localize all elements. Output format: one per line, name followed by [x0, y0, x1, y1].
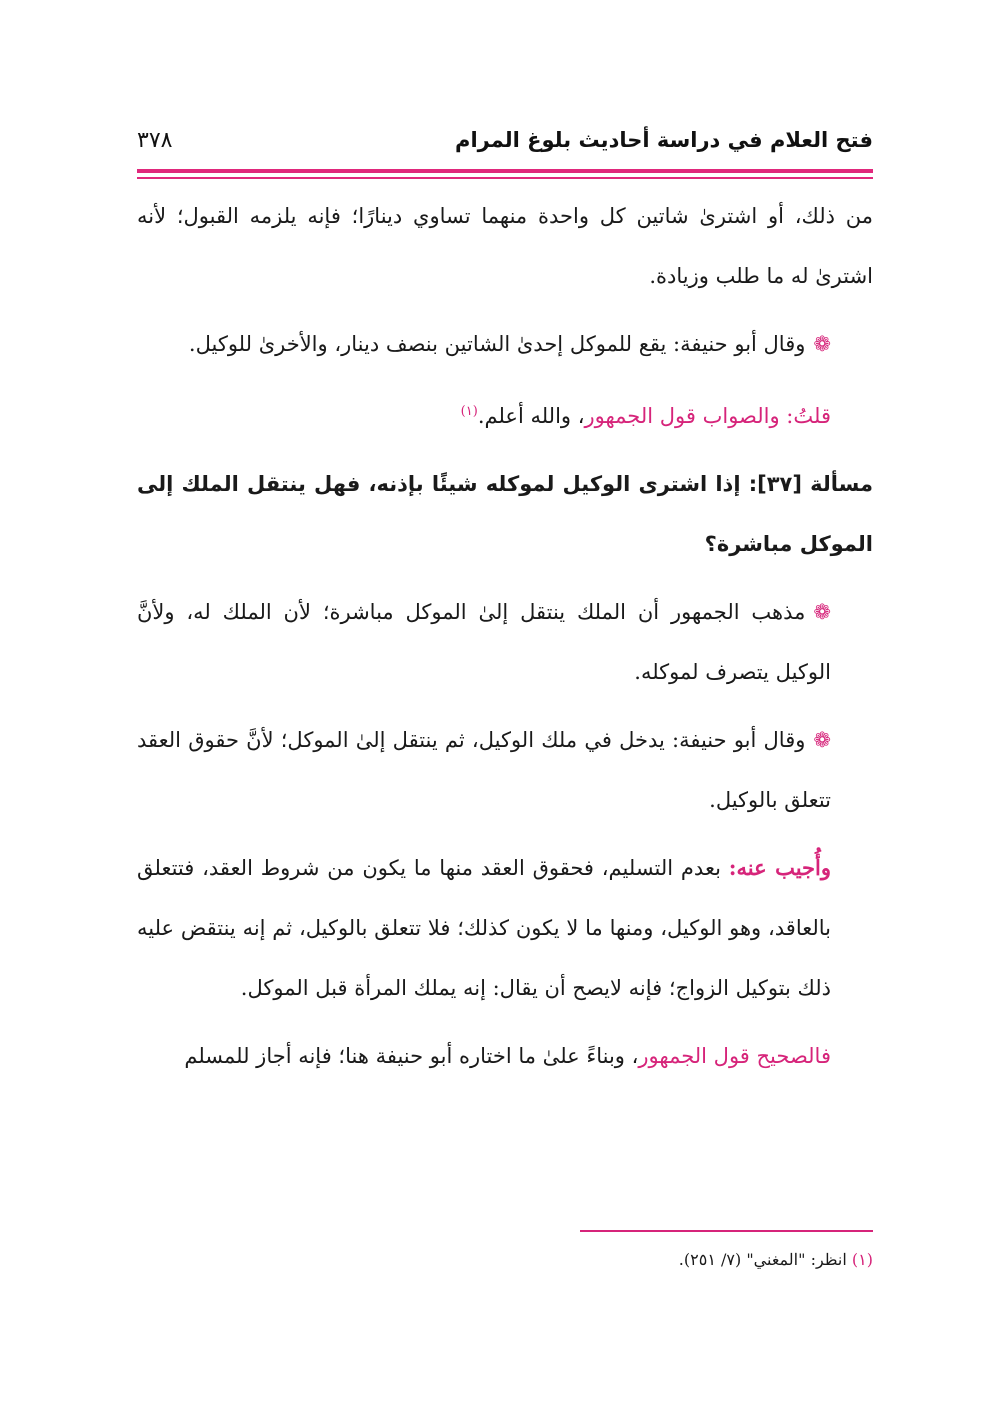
footnote-text: انظر: "المغني" (٧/ ٢٥١). — [678, 1250, 847, 1269]
paragraph-continuation: من ذلك، أو اشترىٰ شاتين كل واحدة منهما تساوي دينارًا؛ فإنه يلزمه القبول؛ لأنه اشترىٰ له ما طلب وزيادة. — [137, 204, 873, 288]
paragraph-text: وقال أبو حنيفة: يقع للموكل إحدىٰ الشاتين بنصف دينار، والأخرىٰ للوكيل. — [188, 332, 806, 356]
paragraph-abu-hanifa-2 — [137, 710, 873, 830]
paragraph-text: مذهب الجمهور أن الملك ينتقل إلىٰ الموكل مباشرة؛ لأن الملك له، ولأنَّ الوكيل يتصرف لموكله. — [137, 600, 831, 684]
highlighted-phrase: فالصحيح قول الجمهور — [638, 1044, 831, 1068]
issue-text: إذا اشترى الوكيل لموكله شيئًا بإذنه، فهل ينتقل الملك إلى الموكل مباشرة؟ — [137, 472, 873, 556]
paragraph-verdict — [137, 1026, 873, 1086]
header-rule-thick — [137, 169, 873, 173]
issue-label: مسألة [٣٧]: — [748, 472, 874, 496]
page-header — [137, 120, 873, 170]
footnote-reference: (١) — [460, 404, 478, 419]
highlighted-phrase: قلتُ: والصواب قول الجمهور — [584, 404, 831, 428]
running-header — [137, 120, 873, 170]
page-number: ٣٧٨ — [137, 128, 173, 153]
main-text — [137, 186, 873, 1094]
flower-ornament-icon: ❁ — [813, 332, 831, 356]
highlighted-phrase: وأُجيب عنه: — [728, 855, 831, 880]
footnote-separator — [580, 1230, 873, 1232]
paragraph-response — [137, 838, 873, 1018]
flower-ornament-icon: ❁ — [813, 728, 831, 752]
footnote-number: (١) — [851, 1250, 873, 1269]
book-title: فتح العلام في دراسة أحاديث بلوغ المرام — [455, 128, 873, 152]
flower-ornament-icon: ❁ — [813, 600, 831, 624]
paragraph-text: ، والله أعلم. — [477, 404, 585, 428]
footnote — [137, 1250, 873, 1269]
paragraph-majority-view — [137, 582, 873, 702]
header-rule-thin — [137, 177, 873, 179]
paragraph-abu-hanifa-1 — [137, 314, 873, 374]
paragraph-text: ، وبناءً علىٰ ما اختاره أبو حنيفة هنا؛ فإنه أجاز للمسلم — [184, 1044, 639, 1068]
paragraph-text: بعدم التسليم، فحقوق العقد منها ما يكون من شروط العقد، فتتعلق بالعاقد، وهو الوكيل، ومنها ما لا يكون كذلك؛ فلا تتعلق بالوكيل، ثم إنه ينتقض عليه ذلك بتوكيل الزواج؛ فإنه لايصح أن يقال: إنه يملك المرأة قبل الموكل. — [137, 856, 831, 1000]
issue-heading — [137, 454, 873, 574]
paragraph-text: وقال أبو حنيفة: يدخل في ملك الوكيل، ثم ينتقل إلىٰ الموكل؛ لأنَّ حقوق العقد تتعلق بالوكيل. — [137, 728, 831, 812]
paragraph-conclusion — [137, 382, 873, 446]
